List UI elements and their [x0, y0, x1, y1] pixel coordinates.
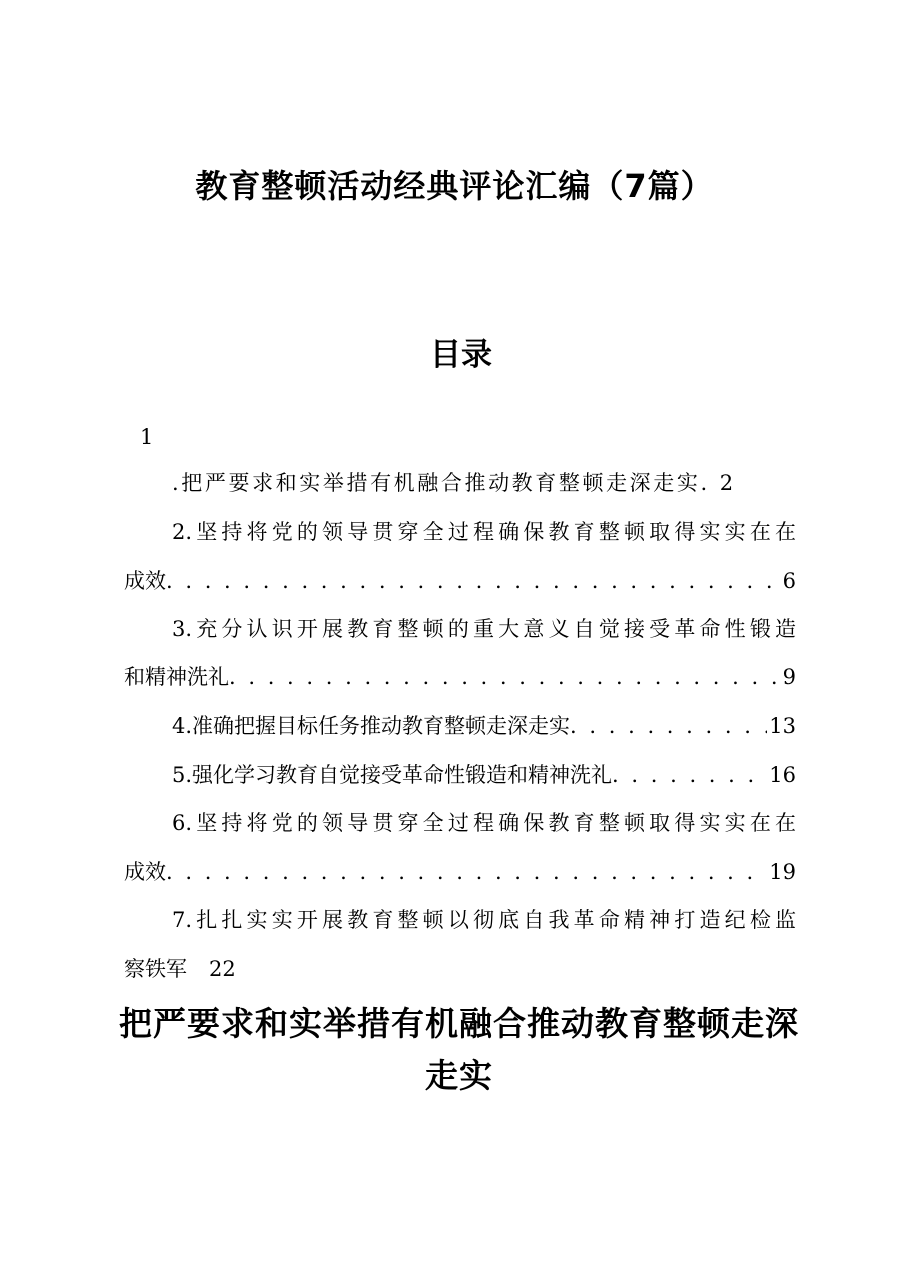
- document-title: 教育整顿活动经典评论汇编（7篇）: [195, 167, 714, 205]
- toc-leader-dots: [570, 709, 767, 743]
- toc-first-marker: 1: [140, 425, 154, 449]
- toc-entry-page: 16: [769, 763, 796, 787]
- toc-leader-dots: [229, 660, 781, 694]
- toc-entry-text: 成效: [124, 860, 166, 884]
- toc-entry-7-continuation[interactable]: [124, 952, 796, 986]
- toc-entry-page: 13: [769, 714, 796, 738]
- section-title: 把严要求和实举措有机融合推动教育整顿走深走实: [119, 1004, 799, 1095]
- toc-entry-5[interactable]: [124, 758, 796, 792]
- toc-entry-6[interactable]: 6.坚持将党的领导贯穿全过程确保教育整顿取得实实在在: [172, 811, 796, 835]
- toc-entry-text: .把严要求和实举措有机融合推动教育整顿走深走实.: [172, 471, 710, 495]
- toc-entry-text: 和精神洗礼: [124, 665, 229, 689]
- toc-entry-page: 22: [209, 957, 236, 981]
- toc-leader-dots: [166, 564, 781, 598]
- toc-entry-text: 成效: [124, 569, 166, 593]
- toc-entry-1[interactable]: [124, 466, 796, 500]
- toc-entry-3-continuation[interactable]: [124, 660, 796, 694]
- toc-entry-page: 19: [769, 860, 796, 884]
- toc-leader-dots: [166, 855, 767, 889]
- toc-entry-6-continuation[interactable]: [124, 855, 796, 889]
- toc-entry-7[interactable]: 7.扎扎实实开展教育整顿以彻底自我革命精神打造纪检监: [172, 908, 796, 932]
- toc-heading: 目录: [430, 337, 492, 373]
- toc-entry-2-continuation[interactable]: [124, 564, 796, 598]
- toc-entry-page: 6: [782, 569, 796, 593]
- toc-entry-2[interactable]: 2.坚持将党的领导贯穿全过程确保教育整顿取得实实在在: [172, 520, 796, 544]
- toc-entry-page: 9: [782, 665, 796, 689]
- toc-leader-dots: [612, 758, 767, 792]
- toc-entry-page: 2: [719, 471, 736, 495]
- toc-entry-text: 4.准确把握目标任务推动教育整顿走深走实: [172, 714, 571, 738]
- toc-entry-4[interactable]: [124, 709, 796, 743]
- toc-entry-3[interactable]: 3.充分认识开展教育整顿的重大意义自觉接受革命性锻造: [172, 617, 796, 641]
- toc-entry-text: 察铁军: [124, 957, 187, 981]
- toc-entry-text: 5.强化学习教育自觉接受革命性锻造和精神洗礼: [172, 763, 613, 787]
